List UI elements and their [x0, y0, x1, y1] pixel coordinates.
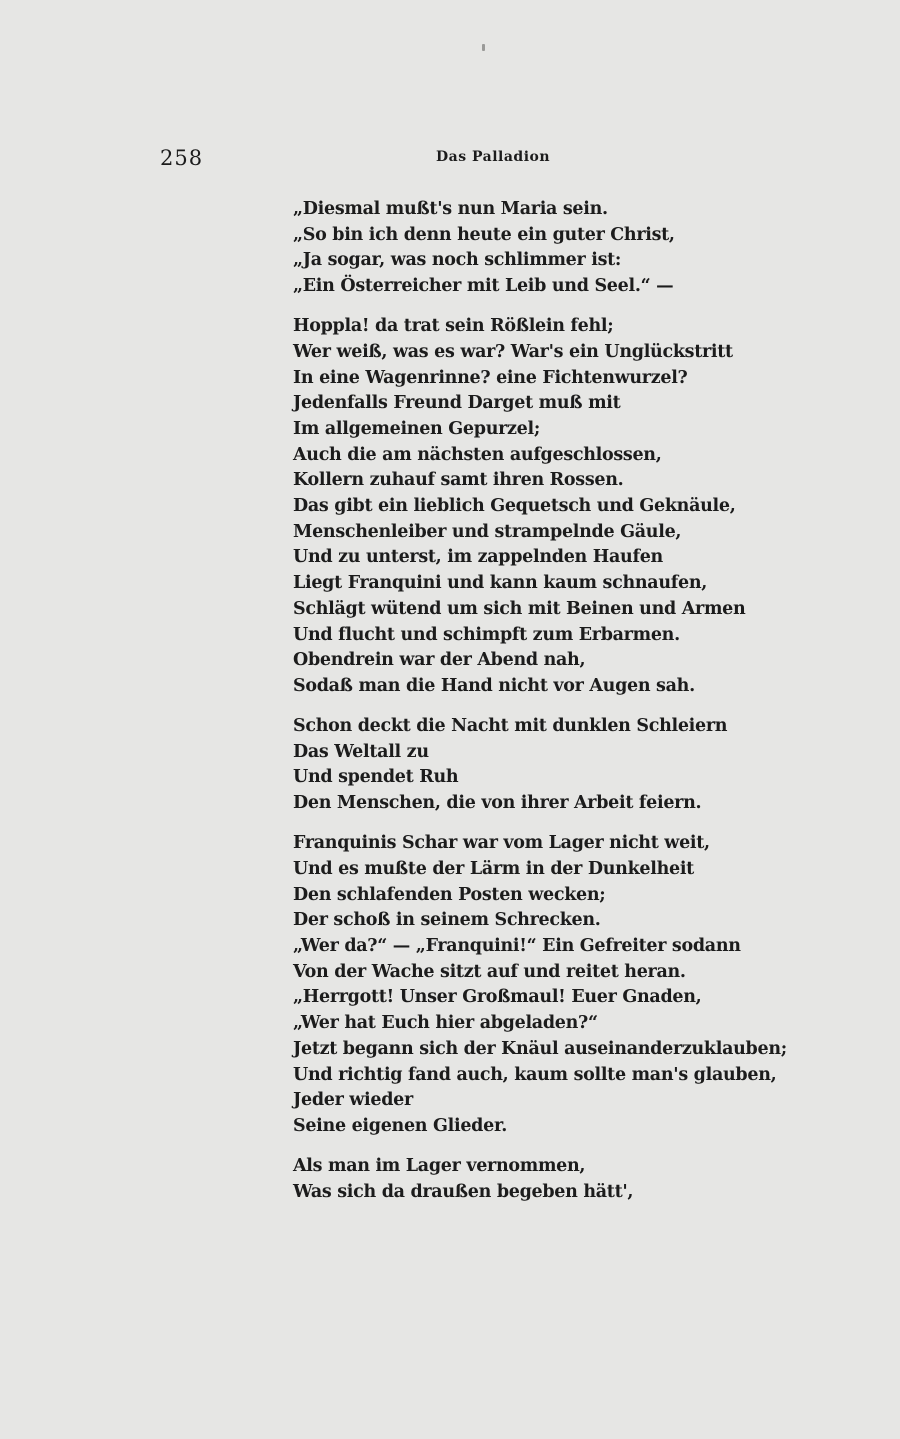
- verse-line: Das Weltall zu: [293, 741, 429, 762]
- verse-line: Obendrein war der Abend nah,: [293, 650, 586, 671]
- stanza: [293, 1154, 893, 1205]
- verse-line: Als man im Lager vernommen,: [293, 1156, 586, 1177]
- verse-line: Jetzt begann sich der Knäul auseinanderzuklauben;: [293, 1038, 787, 1059]
- verse-line: „Ja sogar, was noch schlimmer ist:: [293, 250, 622, 271]
- verse-line: Das gibt ein lieblich Gequetsch und Geknäule,: [293, 496, 736, 517]
- verse-line: Auch die am nächsten aufgeschlossen,: [293, 444, 662, 465]
- poem-body: [293, 197, 893, 1220]
- verse-line: „Herrgott! Unser Großmaul! Euer Gnaden,: [293, 987, 702, 1008]
- verse-line: Den schlafenden Posten wecken;: [293, 884, 606, 905]
- verse-line: Und zu unterst, im zappelnden Haufen: [293, 547, 663, 568]
- verse-line: Jedenfalls Freund Darget muß mit: [293, 393, 621, 414]
- verse-line: Menschenleiber und strampelnde Gäule,: [293, 521, 682, 542]
- verse-line: Und spendet Ruh: [293, 767, 459, 788]
- verse-line: Und es mußte der Lärm in der Dunkelheit: [293, 859, 694, 879]
- verse-line: Der schoß in seinem Schrecken.: [293, 910, 601, 931]
- verse-line: Kollern zuhauf samt ihren Rossen.: [293, 470, 624, 491]
- verse-line: „Wer da?“ — „Franquini!“ Ein Gefreiter sodann: [293, 936, 741, 957]
- verse-line: Von der Wache sitzt auf und reitet heran.: [293, 961, 686, 982]
- verse-line: „Diesmal mußt's nun Maria sein.: [293, 199, 608, 219]
- stanza: [293, 197, 893, 300]
- verse-line: Franquinis Schar war vom Lager nicht weit,: [293, 833, 710, 854]
- verse-line: Jeder wieder: [293, 1090, 413, 1111]
- verse-line: Und flucht und schimpft zum Erbarmen.: [293, 624, 680, 645]
- verse-line: In eine Wagenrinne? eine Fichtenwurzel?: [293, 367, 688, 388]
- verse-line: „Ein Österreicher mit Leib und Seel.“ —: [293, 276, 674, 297]
- running-head: Das Palladion: [436, 149, 551, 165]
- stanza: [293, 314, 893, 699]
- verse-line: Und richtig fand auch, kaum sollte man's glauben,: [293, 1064, 777, 1085]
- verse-line: Schon deckt die Nacht mit dunklen Schleiern: [293, 716, 728, 737]
- page-speck: [482, 44, 485, 51]
- verse-line: Den Menschen, die von ihrer Arbeit feiern.: [293, 793, 702, 814]
- verse-line: Was sich da draußen begeben hätt',: [293, 1181, 634, 1202]
- stanza: [293, 831, 893, 1139]
- verse-line: Sodaß man die Hand nicht vor Augen sah.: [293, 675, 695, 696]
- verse-line: Hoppla! da trat sein Rößlein fehl;: [293, 316, 614, 337]
- verse-line: „Wer hat Euch hier abgeladen?“: [293, 1013, 598, 1034]
- verse-line: Schlägt wütend um sich mit Beinen und Armen: [293, 598, 746, 619]
- verse-line: Wer weiß, was es war? War's ein Unglückstritt: [293, 341, 733, 362]
- page-number: 258: [160, 146, 204, 170]
- verse-line: „So bin ich denn heute ein guter Christ,: [293, 224, 675, 245]
- stanza: [293, 714, 893, 817]
- verse-line: Liegt Franquini und kann kaum schnaufen,: [293, 573, 708, 594]
- verse-line: Seine eigenen Glieder.: [293, 1115, 508, 1136]
- verse-line: Im allgemeinen Gepurzel;: [293, 419, 541, 439]
